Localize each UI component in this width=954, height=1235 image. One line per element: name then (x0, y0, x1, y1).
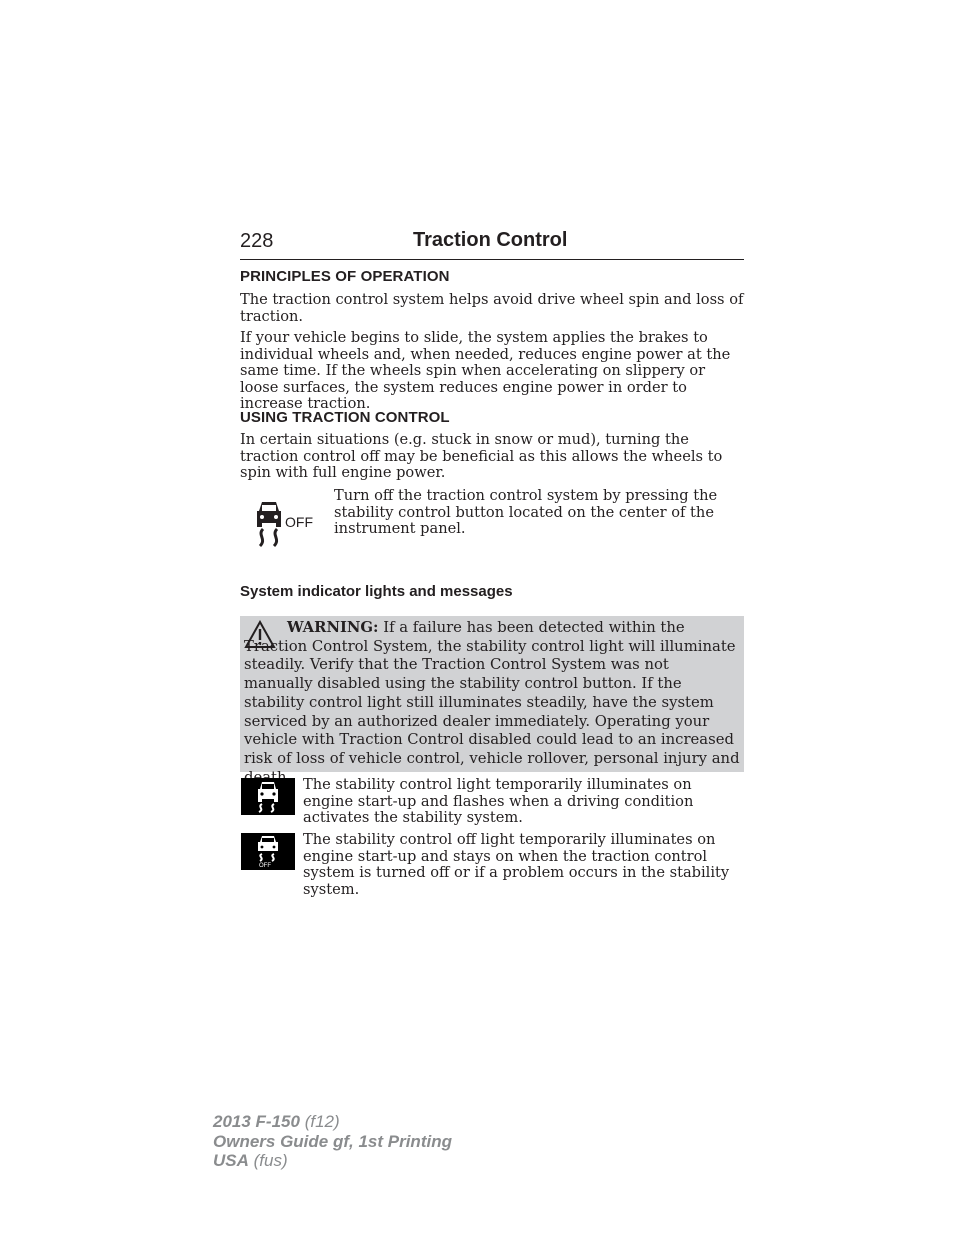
footer-line-2 (213, 1132, 452, 1152)
heading-principles: PRINCIPLES OF OPERATION (240, 268, 450, 285)
page-number: 228 (240, 230, 274, 252)
page-header (240, 228, 744, 260)
paragraph-using-2: Turn off the traction control system by pressing the stability control button located on the center of the instrument panel. (334, 487, 718, 537)
chapter-title: Traction Control (413, 229, 568, 251)
paragraph-principles-1: The traction control system helps avoid drive wheel spin and loss of traction. (240, 291, 744, 325)
page-footer (213, 1112, 452, 1171)
footer-model: 2013 F-150 (213, 1112, 300, 1131)
off-label: OFF (285, 514, 313, 530)
warning-text (244, 619, 740, 787)
paragraph-using-1: In certain situations (e.g. stuck in snow or mud), turning the traction control off may be beneficial as this allows the wheels to spin with full engine power. (240, 431, 723, 481)
heading-indicator-lights: System indicator lights and messages (240, 583, 513, 600)
heading-using-traction-control: USING TRACTION CONTROL (240, 409, 450, 426)
footer-line-1 (213, 1112, 452, 1132)
footer-model-code: (f12) (304, 1112, 340, 1131)
paragraph-light-2: The stability control off light temporarily illuminates on engine start-up and stays on when the traction control system is turned off or if a problem occurs in the stability system. (303, 831, 730, 898)
footer-market: USA (213, 1151, 249, 1170)
footer-market-code: (fus) (253, 1151, 288, 1170)
stability-control-light-icon (241, 778, 295, 815)
footer-line-3 (213, 1151, 452, 1171)
stability-control-off-light-icon (241, 833, 295, 870)
warning-label: WARNING: (287, 619, 379, 636)
paragraph-principles-2: If your vehicle begins to slide, the system applies the brakes to individual wheels and, when needed, reduces engine power at the same time. If the wheels spin when accelerating on slippery or loose surfaces, the system reduces engine power in order to increase traction. (240, 329, 731, 412)
warning-body: If a failure has been detected within the Traction Control System, the stability control light will illuminate steadily. Verify that the Traction Control System was not manually disabled using the stability control button. If the stability control light still illuminates steadily, have the system serviced by an authorized dealer immediately. Operating your vehicle with Traction Control disabled could lead to an increased risk of loss of vehicle control, vehicle rollover, personal injury and (244, 619, 740, 767)
paragraph-light-1: The stability control light temporarily illuminates on engine start-up and flashes when a driving condition activates the stability system. (303, 776, 694, 826)
warning-box (240, 616, 744, 772)
off-light-label: OFF (259, 863, 271, 869)
footer-guide: Owners Guide gf, 1st Printing (213, 1131, 452, 1151)
